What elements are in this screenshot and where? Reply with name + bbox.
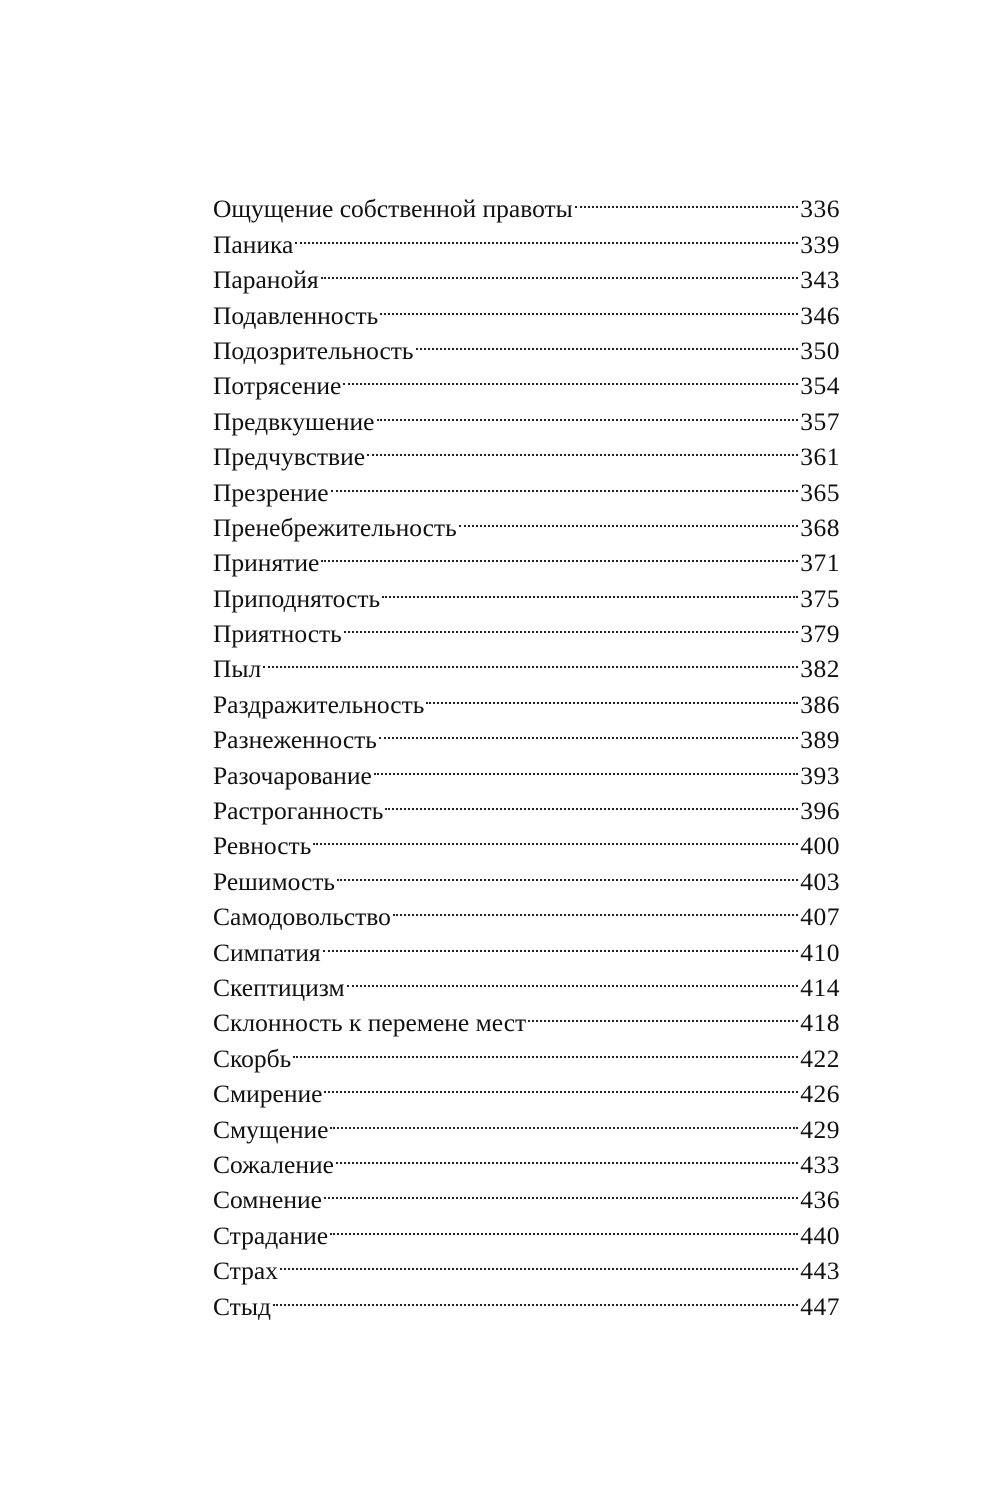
toc-entry-page-number: 382 [800, 654, 840, 684]
toc-entry-title: Разнеженность [213, 725, 377, 755]
dot-leader [459, 501, 799, 536]
toc-entry [213, 642, 840, 684]
dot-leader [377, 394, 799, 429]
dot-leader [323, 925, 799, 960]
dot-leader [426, 677, 798, 712]
toc-entry-title: Разочарование [213, 760, 372, 790]
dot-leader [380, 288, 798, 323]
dot-leader [382, 571, 798, 606]
dot-leader [324, 1173, 798, 1208]
dot-leader [416, 324, 799, 359]
toc-entry-page-number: 343 [800, 265, 840, 295]
toc-entry-page-number: 403 [800, 866, 840, 896]
toc-entry-title: Смущение [213, 1114, 329, 1144]
toc-entry-page-number: 410 [800, 937, 840, 967]
toc-entry-title: Сожаление [213, 1149, 334, 1179]
toc-entry-page-number: 350 [800, 335, 840, 365]
toc-entry-title: Растроганность [213, 796, 384, 826]
dot-leader [321, 536, 798, 571]
toc-entry-page-number: 368 [800, 512, 840, 542]
dot-leader [324, 1067, 798, 1102]
toc-entry-page-number: 361 [800, 442, 840, 472]
dot-leader [336, 1138, 798, 1173]
dot-leader [273, 1279, 798, 1314]
toc-entry-page-number: 433 [800, 1149, 840, 1179]
toc-entry-page-number: 443 [800, 1256, 840, 1286]
toc-entry-page-number: 386 [800, 689, 840, 719]
toc-entry-title: Сомнение [213, 1185, 322, 1215]
toc-entry-title: Паранойя [213, 265, 319, 295]
toc-entry-title: Ощущение собственной правоты [213, 194, 573, 224]
toc-entry-title: Склонность к перемене мест [213, 1008, 527, 1038]
toc-entry-page-number: 407 [800, 902, 840, 932]
toc-entry-page-number: 371 [800, 548, 840, 578]
dot-leader [528, 996, 798, 1031]
dot-leader [263, 642, 798, 677]
dot-leader [293, 1031, 798, 1066]
toc-entry-page-number: 336 [800, 194, 840, 224]
toc-entry-page-number: 357 [800, 406, 840, 436]
toc-entry [213, 1031, 840, 1073]
toc-entry [213, 677, 840, 719]
toc-entry-title: Потрясение [213, 371, 342, 401]
toc-entry-title: Предвкушение [213, 406, 375, 436]
dot-leader [330, 1208, 798, 1243]
dot-leader [331, 465, 799, 500]
toc-entry-page-number: 339 [800, 229, 840, 259]
toc-entry [213, 253, 840, 295]
dot-leader [393, 890, 798, 925]
toc-entry-title: Подавленность [213, 300, 379, 330]
toc-entry-title: Скорбь [213, 1043, 292, 1073]
toc-entry-page-number: 422 [800, 1043, 840, 1073]
toc-entry [213, 1244, 840, 1286]
toc-entry [213, 1067, 840, 1109]
toc-entry-page-number: 354 [800, 371, 840, 401]
toc-entry-title: Приподнятость [213, 583, 381, 613]
toc-entry-page-number: 379 [800, 619, 840, 649]
dot-leader [330, 1102, 798, 1137]
toc-entry [213, 182, 840, 224]
dot-leader [385, 784, 798, 819]
dot-leader [280, 1244, 798, 1279]
toc-entry-page-number: 426 [800, 1079, 840, 1109]
toc-entry-title: Страх [213, 1256, 278, 1286]
toc-entry-title: Предчувствие [213, 442, 366, 472]
dot-leader [313, 819, 798, 854]
toc-entry-page-number: 440 [800, 1220, 840, 1250]
table-of-contents [213, 182, 840, 1321]
dot-leader [343, 359, 798, 394]
toc-entry-page-number: 393 [800, 760, 840, 790]
toc-entry-page-number: 414 [800, 972, 840, 1002]
toc-entry-page-number: 436 [800, 1185, 840, 1215]
toc-entry-page-number: 418 [800, 1008, 840, 1038]
dot-leader [347, 961, 799, 996]
toc-entry-title: Решимость [213, 866, 336, 896]
toc-entry-title: Раздражительность [213, 689, 425, 719]
toc-entry-title: Ревность [213, 831, 312, 861]
toc-entry-title: Смирение [213, 1079, 323, 1109]
toc-entry-title: Пренебрежительность [213, 512, 457, 542]
toc-entry-title: Паника [213, 229, 294, 259]
toc-entry-title: Стыд [213, 1291, 271, 1321]
toc-entry-page-number: 389 [800, 725, 840, 755]
toc-entry-page-number: 447 [800, 1291, 840, 1321]
toc-entry-page-number: 429 [800, 1114, 840, 1144]
toc-entry-title: Презрение [213, 477, 329, 507]
toc-entry-title: Самодовольство [213, 902, 391, 932]
toc-entry-title: Скептицизм [213, 972, 345, 1002]
toc-entry [213, 1279, 840, 1321]
toc-entry-page-number: 400 [800, 831, 840, 861]
toc-entry-title: Страдание [213, 1220, 329, 1250]
dot-leader [575, 182, 798, 217]
toc-entry-title: Принятие [213, 548, 320, 578]
dot-leader [337, 854, 798, 889]
toc-entry-title: Приятность [213, 619, 342, 649]
toc-entry-page-number: 365 [800, 477, 840, 507]
dot-leader [321, 253, 799, 288]
toc-entry-page-number: 375 [800, 583, 840, 613]
toc-entry-title: Пыл [213, 654, 262, 684]
toc-entry-page-number: 396 [800, 796, 840, 826]
toc-entry [213, 217, 840, 259]
toc-entry-title: Симпатия [213, 937, 321, 967]
toc-entry-page-number: 346 [800, 300, 840, 330]
dot-leader [367, 430, 798, 465]
toc-entry-title: Подозрительность [213, 335, 414, 365]
dot-leader [374, 748, 798, 783]
dot-leader [379, 713, 798, 748]
dot-leader [344, 607, 798, 642]
dot-leader [295, 217, 798, 252]
